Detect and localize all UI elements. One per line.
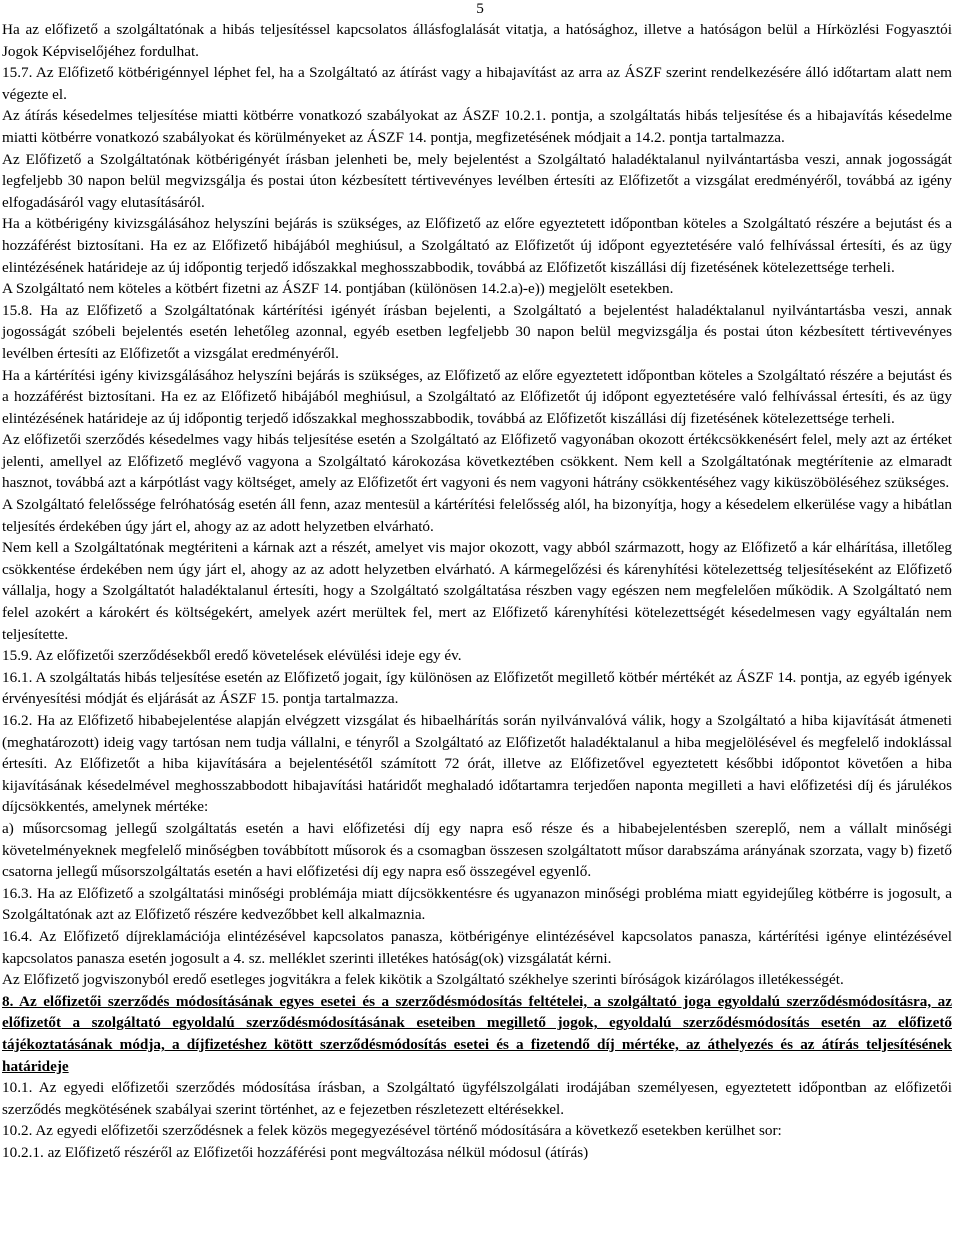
- paragraph-kotber-site-visit: Ha a kötbérigény kivizsgálásához helyszíni bejárás is szükséges, az Előfizető az előre egyeztetett időpontban köteles a Szolgáltató részére a bejutást és a hozzáférést biztosítani. Ha ez az Előfizető hibájából meghiúsul, a Szolgáltató az Előfizetőt új időpont egyeztetésére való felhívással értesíti, és az ügy elintézésének határideje az új időpontig terjedő időszakkal meghosszabbodik, továbbá az Előfizetőt kiszállási díj fizetésének kötelezettsége terheli.: [2, 215, 952, 276]
- paragraph-vis-major: Nem kell a Szolgáltatónak megtériteni a kárnak azt a részét, amelyet vis major okozott, vagy abból származott, hogy az Előfizető a kár elhárítása, illetőleg csökkentése érdekében nem úgy járt el, ahogy az az adott helyzetben elvárható. A kármegelőzési és kárenyhítési kötelezettség teljesítéseként az Előfizető vállalja, hogy a Szolgáltatót haladéktalanul értesíti, hogy a Szolgáltató szolgáltatása részben vagy egészen nem megfelelően működik. A Szolgáltató nem felel azokért a károkért és költségekért, amelyek azért merültek fel, mert az Előfizető kárenyhítési kötelezettségét késedelmesen vagy egyáltalán nem teljesítette.: [2, 539, 952, 643]
- paragraph-intro: Ha az előfizető a szolgáltatónak a hibás teljesítéssel kapcsolatos állásfoglalását vitatja, a hatósághoz, illetve a hatóságon belül a Hírközlési Fogyasztói Jogok Képviselőjéhez fordulhat.: [2, 21, 952, 60]
- paragraph-fault-liability: A Szolgáltató felelőssége felróhatóság esetén áll fenn, azaz mentesül a kártérítési felelősség alól, ha bizonyítja, hogy a késedelem elkerülése vagy a hibátlan teljesítés érdekében úgy járt el, ahogy az az adott helyzetben elvárható.: [2, 496, 952, 535]
- section-heading-8: 8. Az előfizetői szerződés módosításának egyes esetei és a szerződésmódosítás feltételei, a szolgáltató joga egyoldalú szerződésmódosításra, az előfizetőt a szolgáltató egyoldalú szerződésmódosításának eseteiben megillető jogok, egyoldalú szerződésmódosítás esetén az előfizető tájékoztatásának módja, a díjfizetéshez kötött szerződésmódosítás esetei és a fizetendő díj mértéke, az áthelyezés és az átírás teljesítésének határideje: [2, 992, 952, 1075]
- paragraph-15-7: 15.7. Az Előfizető kötbérigénnyel léphet fel, ha a Szolgáltató az átírást vagy a hibajavítást az arra az ÁSZF szerint rendelkezésére álló időtartam alatt nem végezte el.: [2, 64, 952, 103]
- paragraph-damage-liability: Az előfizetői szerződés késedelmes vagy hibás teljesítése esetén a Szolgáltató az Előfizető vagyonában okozott értékcsökkenésért felel, mely azt az értéket jelenti, amellyel az Előfizető meglévő vagyona a Szolgáltató károkozása következtében csökkent. Nem kell a Szolgáltatónak megtérítenie az elmaradt hasznot, továbbá azt a kárpótlást vagy költséget, amely az Előfizetőt ért vagyoni és nem vagyoni hátrány csökkentéséhez vagy kiküszöböléséhez szükséges.: [2, 431, 952, 492]
- paragraph-16-2: 16.2. Ha az Előfizető hibabejelentése alapján elvégzett vizsgálat és hibaelhárítás során nyilvánvalóvá válik, hogy a Szolgáltató a hiba kijavítását átmeneti (meghatározott) ideig vagy tartósan nem tudja vállalni, e tényről a Szolgáltató az Előfizetőt haladéktalanul a hiba megjelölésével és megfelelő indoklással értesíti. Az Előfizetőt a hiba kijavítására a bejelentésétől számított 72 órát, illetve az Előfizetővel egyeztetett későbbi időpontot követően a hiba kijavításának késedelmével meghosszabbodott hibajavítási határidőt meghaladó időtartamra terjedően naponta megilleti a havi előfizetési díj és járulékos díjcsökkentés, amelynek mértéke:: [2, 712, 952, 816]
- paragraph-16-1: 16.1. A szolgáltatás hibás teljesítése esetén az Előfizető jogait, így különösen az Előfizetőt megillető kötbér mértékét az ÁSZF 14. pontja, az egyéb igények érvényesítési módját és eljárását az ÁSZF 15. pontja tartalmazza.: [2, 668, 952, 708]
- paragraph-10-1: 10.1. Az egyedi előfizetői szerződés módosítása írásban, a Szolgáltató ügyfélszolgálati irodájában személyesen, egyeztetett időpontban az előfizetői szerződés megkötésének szabályai szerint történhet, az e fejezetben részletezett eltérésekkel.: [2, 1079, 952, 1118]
- paragraph-kotber-rules: Az átírás késedelmes teljesítése miatti kötbérre vonatkozó szabályokat az ÁSZF 10.2.1. pontja, a szolgáltatás hibás teljesítése és a hibajavítás késedelme miatti kötbérre vonatkozó szabályokat és körülményeket az ÁSZF 14. pontja, megfizetésének módjait a 14.2. pontja tartalmazza.: [2, 107, 952, 146]
- paragraph-10-2: 10.2. Az egyedi előfizetői szerződésnek a felek közös megegyezésével történő módosítására a következő esetekben kerülhet sor:: [2, 1122, 782, 1140]
- paragraph-16-3: 16.3. Ha az Előfizető a szolgáltatási minőségi problémája miatt díjcsökkentésre és ugyanazon minőségi probléma miatt egyidejűleg kötbérre is jogosult, a Szolgáltatónak azt az Előfizető részére kedvezőbbet kell alkalmaznia.: [2, 884, 952, 924]
- page-number: 5: [476, 0, 484, 17]
- paragraph-16-4: 16.4. Az Előfizető díjreklamációja elintézésével kapcsolatos panasza, kötbérigénye elintézésével kapcsolatos panasza, kártérítési igénye elintézésével kapcsolatos panasza esetén jogosult a 4. sz. melléklet szerinti illetékes hatóság(ok) vizsgálatát kérni.: [2, 927, 952, 967]
- paragraph-15-9: 15.9. Az előfizetői szerződésekből eredő követelések elévülési ideje egy év.: [2, 647, 462, 665]
- paragraph-damage-site-visit: Ha a kártérítési igény kivizsgálásához helyszíni bejárás is szükséges, az Előfizető az előre egyeztetett időpontban köteles a Szolgáltató részére a bejutást és a hozzáférést biztosítani. Ha ez az Előfizető hibájából meghiúsul, a Szolgáltató az Előfizetőt új időpont egyeztetésére való felhívással értesíti, és az ügy elintézésének határideje az új időpontig terjedő időszakkal meghosszabbodik, továbbá az Előfizetőt kiszállási díj fizetésének kötelezettsége terheli.: [2, 366, 952, 427]
- paragraph-15-8: 15.8. Ha az Előfizető a Szolgáltatónak kártérítési igényét írásban bejelenti, a Szolgáltató a bejelentést haladéktalanul nyilvántartásba veszi, annak jogosságát szóbeli bejelentés esetén lehetőleg azonnal, egyéb esetben legfeljebb 30 napon belül megvizsgálja és postai úton kézbesített tértivevényes levélben értesíti az Előfizetőt a vizsgálat eredményéről.: [2, 301, 952, 362]
- paragraph-jurisdiction: Az Előfizető jogviszonyból eredő esetleges jogvitákra a felek kikötik a Szolgáltató székhelye szerinti bíróságok kizárólagos illetékességét.: [2, 971, 844, 989]
- paragraph-10-2-1: 10.2.1. az Előfizető részéről az Előfizetői hozzáférési pont megváltozása nélkül módosul (átírás): [2, 1143, 589, 1161]
- paragraph-kotber-exceptions: A Szolgáltató nem köteles a kötbért fizetni az ÁSZF 14. pontjában (különösen 14.2.a)-e)) megjelölt esetekben.: [2, 280, 674, 298]
- paragraph-16-2-a: a) műsorcsomag jellegű szolgáltatás esetén a havi előfizetési díj egy napra eső része és a hibabejelentésben szereplő, nem a vállalt minőségi követelményeknek megfelelő minőségben továbbított műsorok és a csomagban összesen szolgáltatott műsor darabszáma arányának szorzata, vagy b) fizető csatorna jellegű műsorszolgáltatás esetén a havi előfizetési díj egy napra eső összegével egyenlő.: [2, 819, 952, 881]
- document-body: [2, 19, 952, 1163]
- paragraph-kotber-claim: Az Előfizető a Szolgáltatónak kötbérigényét írásban jelenheti be, mely bejelentést a Szolgáltató haladéktalanul nyilvántartásba veszi, annak jogosságát legfeljebb 30 napon belül megvizsgálja és postai úton kézbesített tértivevényes levélben értesíti az Előfizetőt a vizsgálat eredményéről, továbbá az igény elfogadásáról vagy elutasításáról.: [2, 150, 952, 211]
